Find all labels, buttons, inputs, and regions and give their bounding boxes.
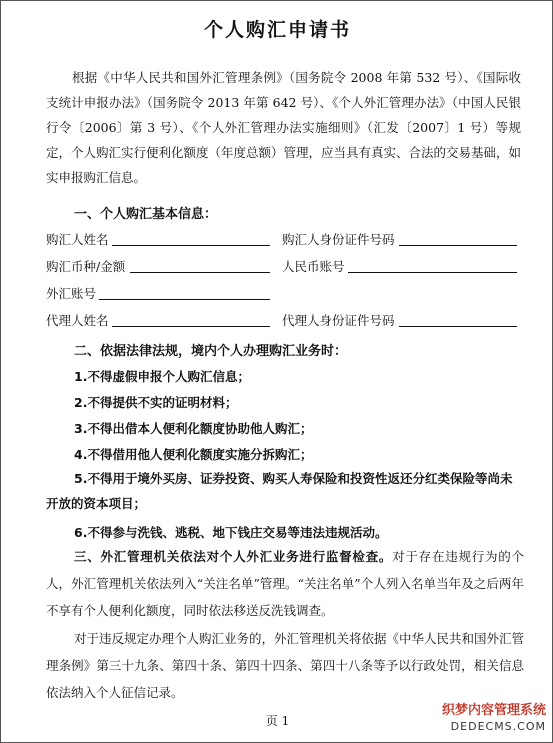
watermark-logo: [442, 703, 546, 735]
buyer-name-field[interactable]: [112, 245, 270, 246]
row-agent: [46, 311, 521, 333]
agent-name-field[interactable]: [112, 326, 270, 327]
row-buyer: [46, 230, 521, 252]
watermark-line-1: 织梦内容管理系统: [441, 703, 546, 718]
rule-item-4: 4.不得借用他人便利化额度实施分拆购汇；: [74, 447, 313, 462]
rule-item-6: 6.不得参与洗钱、逃税、地下钱庄交易等违法违规活动。: [74, 525, 388, 540]
buyer-name-label: 购汇人姓名: [46, 232, 109, 247]
section1-heading: 一、个人购汇基本信息：: [74, 207, 218, 222]
page-number: 页 1: [265, 714, 290, 728]
penalty-paragraph: 对于违反规定办理个人购汇业务的，外汇管理机关将依据《中华人民共和国外汇管理条例》第三十九条、第四十条、第四十四条、第四十八条等予以行政处罚，相关信息依法纳入个人征信记录。: [46, 631, 525, 700]
rule-item-3: 3.不得出借本人便利化额度协助他人购汇；: [74, 421, 313, 436]
agent-id-label: 代理人身份证件号码: [282, 313, 395, 328]
buyer-id-label: 购汇人身份证件号码: [282, 232, 395, 247]
rule-item-1: 1.不得虚假申报个人购汇信息；: [74, 369, 250, 384]
section2-heading: 二、依据法律法规，境内个人办理购汇业务时：: [74, 344, 348, 359]
intro-paragraph: 根据《中华人民共和国外汇管理条例》（国务院令 2008 年第 532 号）、《国际收支统计申报办法》（国务院令 2013 年第 642 号）、《个人外汇管理办法》（中国人民银行令〔2006〕第 3 号）、《个人外汇管理办法实施细则》（汇发〔2007〕1 号）等规定，个人购汇实行便利化额度（年度总额）管理，应当具有真实、合法的交易基础，如实申报购汇信息。: [46, 70, 522, 185]
rule-item-2: 2.不得提供不实的证明材料；: [74, 395, 238, 410]
rmb-account-field[interactable]: [348, 272, 517, 273]
section3-text: 对于存在违规行为的个人，外汇管理机关依法列入“关注名单”管理。“关注名单”个人列入名单当年及之后两年不享有个人便利化额度，同时依法移送反洗钱调查。: [46, 549, 524, 618]
agent-id-field[interactable]: [399, 326, 517, 327]
row-fx-account: [46, 284, 521, 306]
currency-amount-label: 购汇币种/金额: [46, 259, 126, 274]
fx-account-field[interactable]: [99, 299, 270, 300]
buyer-id-field[interactable]: [399, 245, 517, 246]
section3-heading: 三、外汇管理机关依法对个人外汇业务进行监督检查。: [74, 549, 393, 564]
watermark-line-2: DEDECMS.COM: [450, 720, 546, 733]
row-currency: [46, 257, 521, 279]
rule-item-5: 5.不得用于境外买房、证券投资、购买人寿保险和投资性返还分红类保险等尚未开放的资本项目；: [46, 471, 513, 511]
agent-name-label: 代理人姓名: [46, 313, 109, 328]
fx-account-label: 外汇账号: [46, 286, 97, 301]
section3-paragraph: [46, 543, 524, 624]
rmb-account-label: 人民币账号: [282, 259, 345, 274]
currency-amount-field[interactable]: [130, 272, 270, 273]
page-title: 个人购汇申请书: [203, 19, 351, 41]
